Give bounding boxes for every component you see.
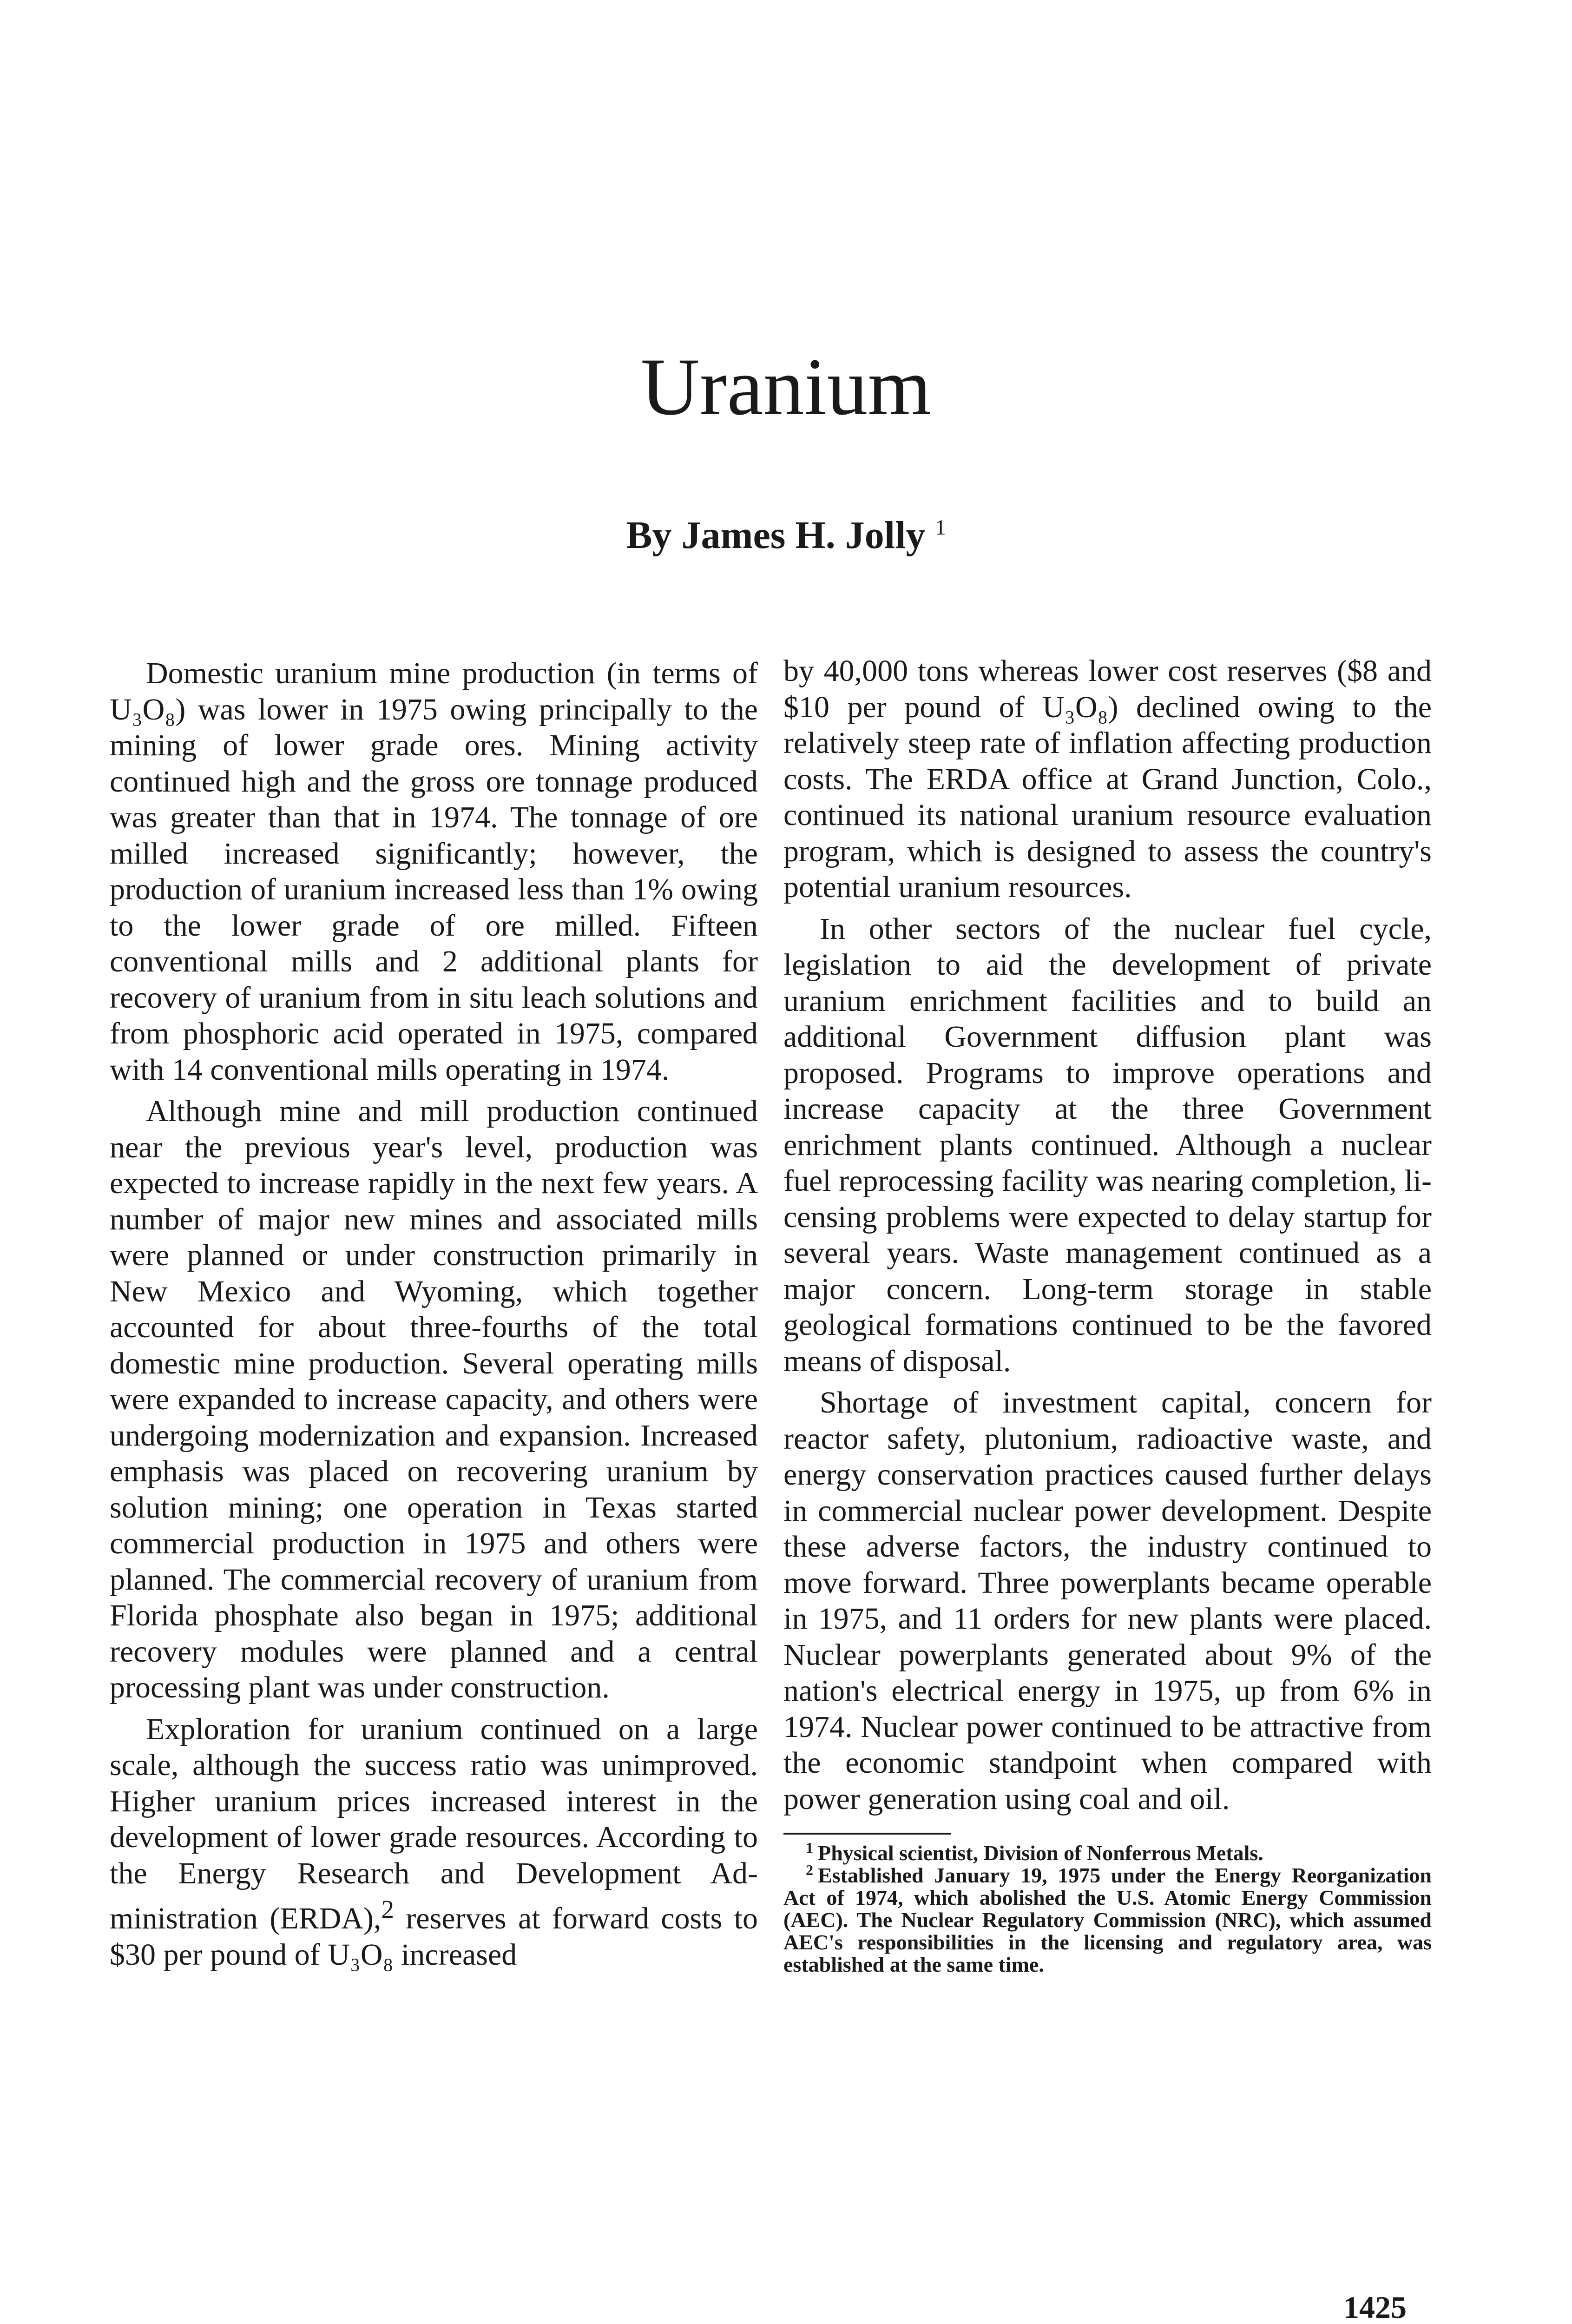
footnote-text: Physical scientist, Division of Nonferrous Metals. [818,1841,1263,1865]
paragraph-production: Domestic uranium mine production (in terms of U₃O₈) was lower in 1975 owing principally to the mining of lower grade ores. Mining activity continued high and the gross ore tonnage produced was greater than that in 1974. The tonnage of ore milled increased significantly; however, the production of uranium increased less than 1% owing to the lower grade of ore milled. Fifteen conventional mills and 2 additional plants for recovery of uranium from in situ leach solutions and from phosphoric acid operated in 1975, compared with 14 conventional mills operating in 1974. [110,656,758,1087]
footnote-ref-1: 1 [935,515,946,539]
author-name: By James H. Jolly [626,514,926,557]
paragraph-expansion: Although mine and mill production continued near the previous year's level, production was expected to increase rapidly in the next few years. A number of major new mines and associated mills were planned or under construction primarily in New Mexico and Wyoming, which together accounted for about three-fourths of the total domestic mine production. Several operating mills were expanded to increase capacity, and others were undergoing modernization and expansion. Increased emphasis was placed on recovering uranium by solution mining; one operation in Texas started commercial production in 1975 and others were planned. The commercial recovery of uranium from Florida phosphate also began in 1975; additional recovery modules were planned and a central processing plant was under construction. [110,1094,758,1704]
paragraph-nuclear-power: Shortage of investment capital, concern for reactor safety, plutonium, radioactive waste, and energy conservation practices caused further delays in commercial nuclear power development. Despite these adverse factors, the industry continued to move forward. Three powerplants became operable in 1975, and 11 orders for new plants were placed. Nuclear powerplants generated about 9% of the nation's electrical energy in 1975, up from 6% in 1974. Nuclear power continued to be attractive from the economic standpoint when compared with power generation using coal and oil. [783,1386,1432,1816]
paragraph-exploration-text-cont: reserves at forward costs to $30 per pound of U₃O₈ increased [110,1901,758,1972]
right-column [783,653,1432,1976]
page-title: Uranium [640,342,932,432]
page-number: 1425 [1343,2290,1407,2324]
footnote-mark: 2 [806,1861,814,1878]
footnote-text: Established January 19, 1975 under the Energy Reorganization Act of 1974, which abolished the U.S. Atomic Energy Commission (AEC). The Nuclear Regulatory Commission (NRC), which assumed AEC's responsibilities in the licensing and regulatory area, was established at the same time. [783,1863,1432,1976]
paragraph-reserves: by 40,000 tons whereas lower cost reserves ($8 and $10 per pound of U₃O₈) declined owing to the relatively steep rate of inflation affecting production costs. The ERDA office at Grand Junction, Colo., continued its national uranium resource evaluation program, which is designed to assess the country's potential uranium resources. [783,654,1432,904]
paragraph-exploration [110,1711,758,1973]
paragraph-fuel-cycle: In other sectors of the nuclear fuel cycle, legislation to aid the development of private uranium enrichment facilities and to build an additional Government diffusion plant was proposed. Programs to improve operations and increase capacity at the three Government enrichment plants continued. Although a nuclear fuel reprocessing facility was nearing completion, licensing problems were expected to delay startup for several years. Waste management continued as a major concern. Long-term storage in stable geological formations continued to be the favored means of disposal. [783,911,1432,1378]
left-column [110,655,758,1973]
footnote-1 [783,1839,1432,1865]
footnote-divider [783,1833,951,1835]
author-byline [0,516,1572,555]
footnote-ref-2: 2 [381,1895,394,1923]
footnote-mark: 1 [806,1839,814,1856]
paragraph-exploration-text: Exploration for uranium continued on a large scale, although the success ratio was unimproved. Higher uranium prices increased interest in the development of lower grade resources. According to the Energy Research and Development Administration (ERDA), [110,1712,758,1935]
footnote-2 [783,1861,1432,1976]
